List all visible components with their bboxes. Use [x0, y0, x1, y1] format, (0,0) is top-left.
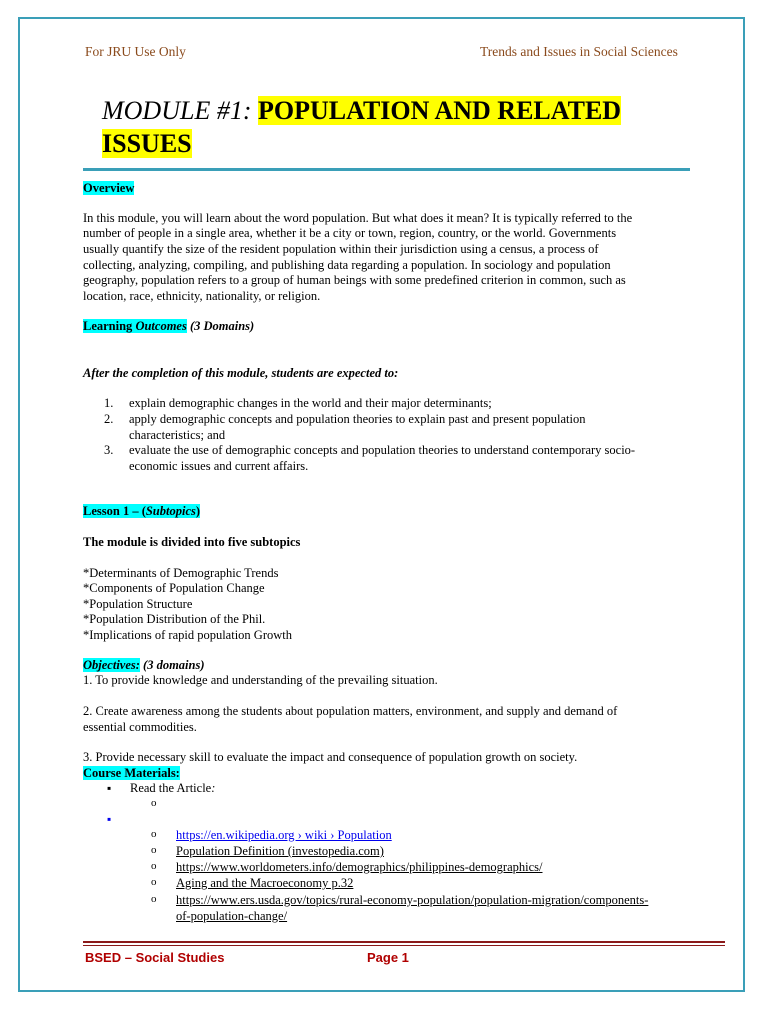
- lesson-label-a: Lesson 1 – (: [83, 504, 146, 518]
- subtopic-item: *Population Distribution of the Phil.: [83, 612, 266, 626]
- subtopic-item: *Implications of rapid population Growth: [83, 628, 292, 642]
- learning-outcomes-label-a: Learning: [83, 319, 136, 333]
- outcome-number: 1.: [104, 396, 114, 410]
- title-divider: [83, 168, 690, 171]
- learning-outcomes-label-c: (3 Domains): [186, 319, 255, 333]
- footer-divider-thin: [83, 945, 725, 946]
- read-article-label: [130, 781, 215, 797]
- lesson-label-c: ): [195, 504, 201, 518]
- overview-heading: [83, 181, 715, 197]
- overview-line-2: number of people in a single area, whether it be a city or town, region, country, or the world. Governments: [83, 226, 617, 240]
- outcome-text: apply demographic concepts and population theories to explain past and present population: [129, 412, 586, 426]
- outcome-text: explain demographic changes in the world and their major determinants;: [129, 396, 492, 410]
- resource-link-aging-macroeconomy[interactable]: Aging and the Macroeconomy p.32: [176, 876, 354, 890]
- outcome-text: evaluate the use of demographic concepts and population theories to understand contemporary socio-: [129, 443, 636, 457]
- page-number: Page 1: [367, 950, 409, 965]
- circle-bullet-icon: o: [151, 860, 157, 872]
- objective-item: 3. Provide necessary skill to evaluate the impact and consequence of population growth on society.: [83, 750, 578, 764]
- objective-item-continued: essential commodities.: [83, 720, 197, 734]
- resource-link-wikipedia[interactable]: https://en.wikipedia.org › wiki › Population: [176, 828, 392, 842]
- circle-bullet-icon: o: [151, 844, 157, 856]
- circle-bullet-icon: o: [151, 893, 157, 905]
- footer-divider: [83, 941, 725, 943]
- lesson-label-b: Subtopics: [145, 504, 196, 518]
- module-title-line1: POPULATION AND RELATED: [258, 96, 622, 125]
- resource-link-ers-usda[interactable]: https://www.ers.usda.gov/topics/rural-economy-population/population-migration/components-: [176, 893, 649, 907]
- outcome-number: 3.: [104, 443, 114, 457]
- module-title: [102, 94, 702, 160]
- objective-item: 1. To provide knowledge and understanding of the prevailing situation.: [83, 673, 438, 687]
- learning-outcomes-heading: [83, 319, 715, 335]
- overview-line-4: collecting, analyzing, compiling, and publishing data regarding a population. In sociology and population: [83, 258, 611, 272]
- read-article-colon: :: [211, 781, 216, 795]
- resource-link-investopedia[interactable]: Population Definition (investopedia.com): [176, 844, 384, 858]
- lesson-heading: [83, 504, 715, 520]
- read-article-text: Read the Article: [130, 781, 212, 795]
- module-title-line2: ISSUES: [102, 129, 192, 158]
- square-bullet-icon: ▪: [107, 781, 112, 795]
- header-right-text: Trends and Issues in Social Sciences: [480, 44, 678, 59]
- subtopic-item: *Determinants of Demographic Trends: [83, 566, 279, 580]
- footer-left-text: BSED – Social Studies: [85, 950, 225, 965]
- overview-line-6: location, race, ethnicity, nationality, or religion.: [83, 289, 321, 303]
- subtopic-item: *Components of Population Change: [83, 581, 265, 595]
- module-title-prefix: MODULE #1:: [102, 96, 258, 125]
- learning-outcomes-intro: After the completion of this module, students are expected to:: [83, 366, 399, 380]
- lesson-intro: The module is divided into five subtopics: [83, 535, 301, 549]
- overview-heading-label: Overview: [83, 181, 135, 195]
- outcome-number: 2.: [104, 412, 114, 426]
- resource-link-ers-usda-continued[interactable]: of-population-change/: [176, 909, 288, 923]
- learning-outcomes-label-b: Outcomes: [135, 319, 187, 333]
- header-left-text: For JRU Use Only: [85, 44, 186, 59]
- subtopic-item: *Population Structure: [83, 597, 193, 611]
- overview-line-1: In this module, you will learn about the word population. But what does it mean? It is typically referred to the: [83, 211, 633, 225]
- objectives-heading: [83, 658, 715, 674]
- objectives-suffix: (3 domains): [139, 658, 205, 672]
- square-bullet-icon: ▪: [107, 812, 112, 826]
- outcome-text: characteristics; and: [129, 428, 226, 442]
- course-materials-heading: [83, 766, 715, 782]
- overview-line-3: usually quantify the size of the resident population within their jurisdiction using a census, a process of: [83, 242, 599, 256]
- circle-bullet-icon: o: [151, 876, 157, 888]
- course-materials-label: Course Materials:: [83, 766, 180, 780]
- circle-bullet-icon: o: [151, 797, 157, 809]
- resource-link-worldometers[interactable]: https://www.worldometers.info/demographics/philippines-demographics/: [176, 860, 543, 874]
- outcome-text: economic issues and current affairs.: [129, 459, 309, 473]
- overview-line-5: geography, population refers to a group of human beings with some predefined criterion in common, such as: [83, 273, 626, 287]
- objectives-label: Objectives:: [83, 658, 140, 672]
- circle-bullet-icon: o: [151, 828, 157, 840]
- objective-item: 2. Create awareness among the students about population matters, environment, and supply and demand of: [83, 704, 618, 718]
